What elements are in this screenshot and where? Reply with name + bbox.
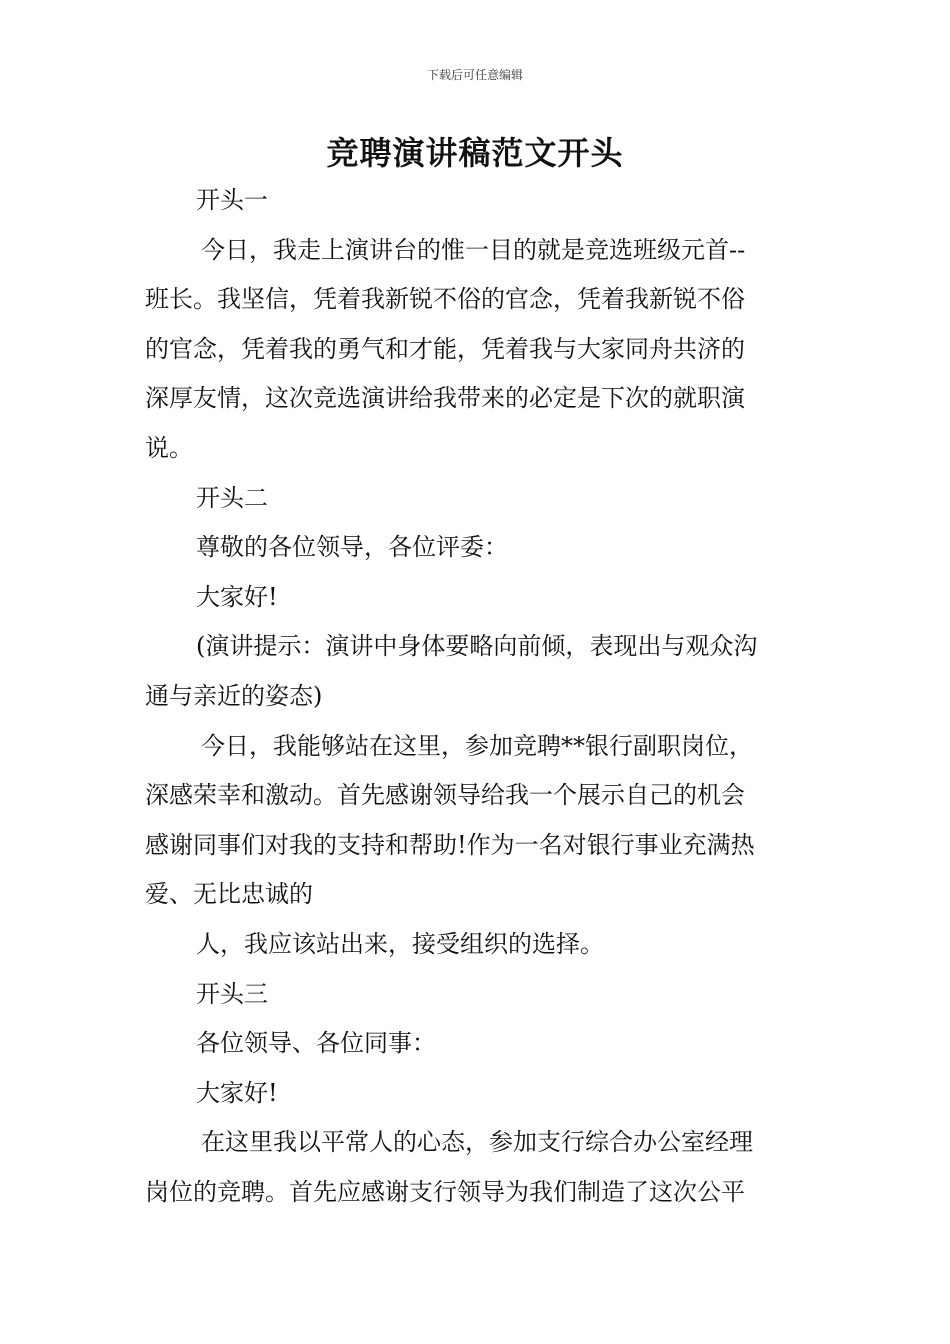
paragraph-line: 今日，我能够站在这里，参加竞聘**银行副职岗位， bbox=[201, 731, 753, 760]
section-heading: 开头一 bbox=[196, 186, 268, 214]
section-heading: 开头二 bbox=[196, 483, 268, 512]
document-title: 竞聘演讲稿范文开头 bbox=[326, 134, 624, 172]
paragraph-line: 通与亲近的姿态) bbox=[145, 681, 323, 710]
paragraph-line: 尊敬的各位领导，各位评委： bbox=[196, 533, 508, 562]
paragraph-line: 班长。我坚信，凭着我新锐不俗的官念，凭着我新锐不俗 bbox=[145, 285, 745, 314]
document-body bbox=[145, 176, 810, 1217]
paragraph-line: 深感荣幸和激动。首先感谢领导给我一个展示自己的机会 bbox=[145, 781, 745, 810]
paragraph-line: 大家好! bbox=[196, 582, 278, 611]
paragraph-line: 在这里我以平常人的心态，参加支行综合办公室经理 bbox=[201, 1128, 753, 1157]
paragraph-line: 岗位的竞聘。首先应感谢支行领导为我们制造了这次公平 bbox=[145, 1177, 745, 1206]
paragraph-line: 爱、无比忠诚的 bbox=[145, 880, 313, 909]
paragraph-line: (演讲提示：演讲中身体要略向前倾，表现出与观众沟 bbox=[196, 632, 758, 661]
header-note: 下载后可任意编辑 bbox=[426, 68, 523, 82]
paragraph-line: 的官念，凭着我的勇气和才能，凭着我与大家同舟共济的 bbox=[145, 334, 745, 363]
paragraph-line: 大家好! bbox=[196, 1078, 278, 1107]
paragraph-line: 今日，我走上演讲台的惟一目的就是竞选班级元首-- bbox=[201, 235, 746, 264]
section-heading: 开头三 bbox=[196, 979, 268, 1008]
paragraph-line: 感谢同事们对我的支持和帮助!作为一名对银行事业充满热 bbox=[145, 830, 755, 859]
paragraph-line: 说。 bbox=[145, 433, 193, 462]
paragraph-line: 各位领导、各位同事： bbox=[196, 1029, 436, 1058]
paragraph-line: 深厚友情，这次竞选演讲给我带来的必定是下次的就职演 bbox=[145, 384, 745, 413]
paragraph-line: 人，我应该站出来，接受组织的选择。 bbox=[196, 929, 604, 958]
